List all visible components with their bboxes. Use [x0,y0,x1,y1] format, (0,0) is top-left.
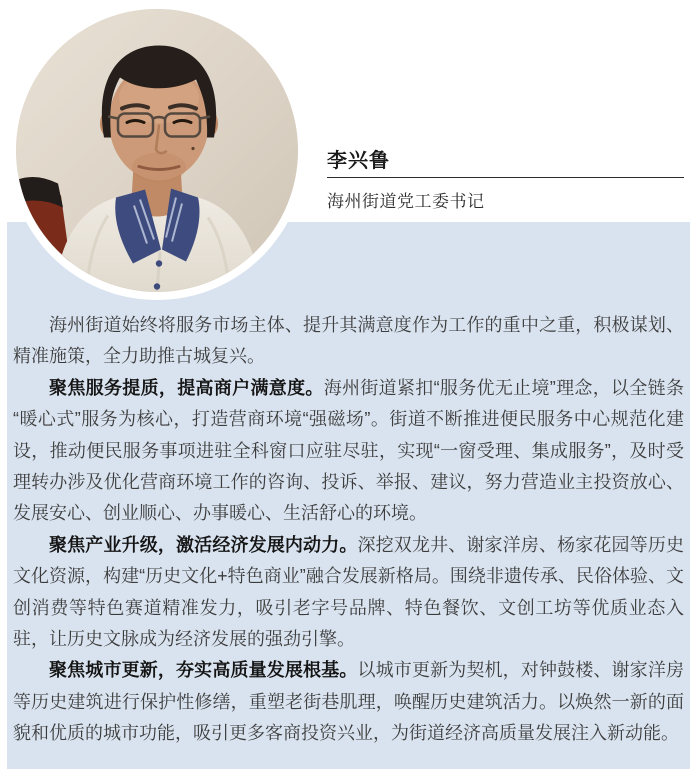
portrait-photo [16,9,298,292]
article-paragraph [13,655,684,749]
paragraph-lead: 聚焦产业升级，激活经济发展内动力。 [49,534,358,555]
article-paragraph [13,373,684,530]
article-paragraph [13,310,684,373]
name-divider [327,177,684,178]
article-text [13,310,684,750]
paragraph-body: 海州街道始终将服务市场主体、提升其满意度作为工作的重中之重，积极谋划、精准施策，全力助推古城复兴。 [13,315,684,367]
paragraph-lead: 聚焦城市更新，夯实高质量发展根基。 [49,660,358,681]
person-name: 李兴鲁 [327,150,390,172]
article-paragraph [13,530,684,656]
person-title: 海州街道党工委书记 [327,192,485,211]
paragraph-body: 以城市更新为契机，对钟鼓楼、谢家洋房等历史建筑进行保护性修缮，重塑老街巷肌理，唤醒历史建筑活力。以焕然一新的面貌和优质的城市功能，吸引更多客商投资兴业，为街道经济高质量发展注入新动能。 [13,660,684,744]
paragraph-body: 海州街道紧扣“服务优无止境”理念，以全链条“暖心式”服务为核心，打造营商环境“强磁场”。街道不断推进便民服务中心规范化建设，推动便民服务事项进驻全科窗口应驻尽驻，实现“一窗受理、集成服务”，及时受理转办涉及优化营商环境工作的咨询、投诉、举报、建议，努力营造业主投资放心、发展安心、创业顺心、办事暖心、生活舒心的环境。 [13,377,684,524]
portrait-illustration [16,9,298,292]
paragraph-body: 深挖双龙井、谢家洋房、杨家花园等历史文化资源，构建“历史文化+特色商业”融合发展新格局。围绕非遗传承、民俗体验、文创消费等特色赛道精准发力，吸引老字号品牌、特色餐饮、文创工坊等优质业态入驻，让历史文脉成为经济发展的强劲引擎。 [13,534,684,650]
paragraph-lead: 聚焦服务提质，提高商户满意度。 [49,377,324,398]
